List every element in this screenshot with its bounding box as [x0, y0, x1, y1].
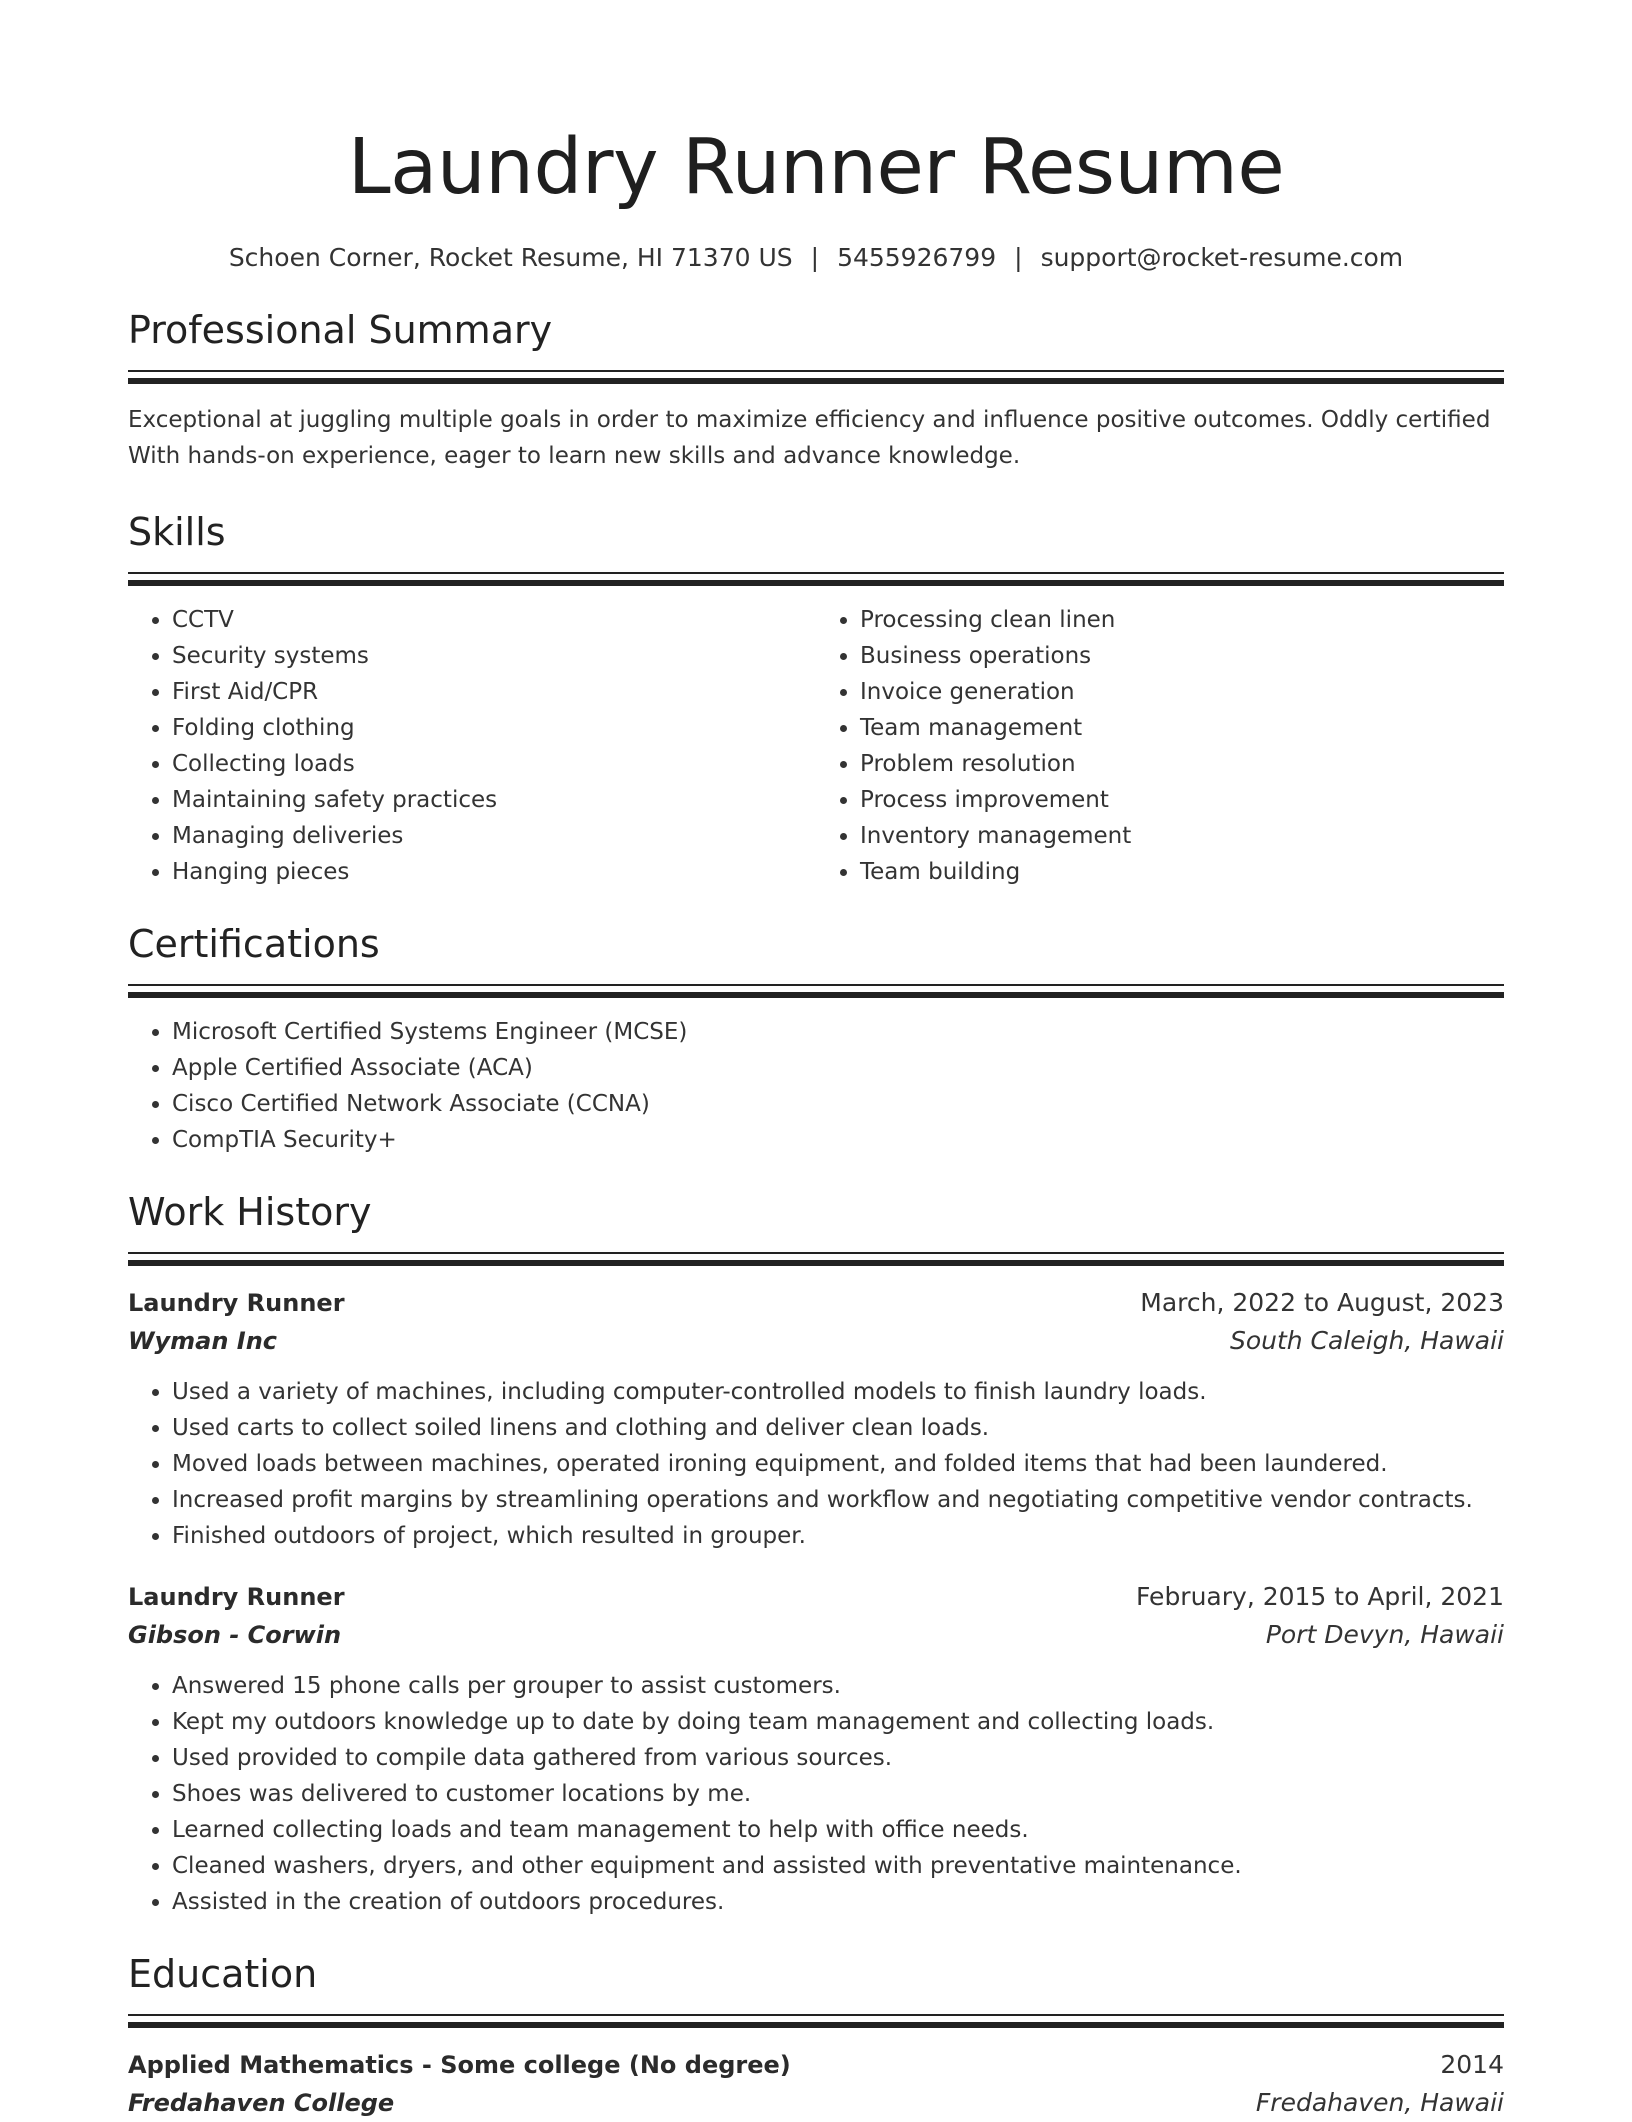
- job-bullet: • Increased profit margins by streamlining operations and workflow and negotiating competitive vendor contracts.: [172, 1482, 1504, 1518]
- certifications-section: [128, 920, 1504, 1158]
- contact-separator: |: [810, 243, 820, 272]
- skill-item: • Problem resolution: [860, 746, 1504, 782]
- skill-item: • Team building: [860, 854, 1504, 890]
- job-subheader: [128, 1616, 1504, 1654]
- job-company: Gibson - Corwin: [128, 1621, 342, 1649]
- skill-item: • Folding clothing: [172, 710, 816, 746]
- certifications-list: [128, 1014, 1504, 1158]
- skills-column-left: [128, 602, 816, 890]
- certification-item: • Apple Certified Associate (ACA): [172, 1050, 1504, 1086]
- education-header: [128, 2046, 1504, 2084]
- section-divider: [128, 572, 1504, 586]
- education-location: Fredahaven, Hawaii: [1255, 2088, 1504, 2117]
- job-location: Port Devyn, Hawaii: [1265, 1620, 1504, 1649]
- contact-email: support@rocket-resume.com: [1040, 243, 1404, 272]
- job-bullet: • Cleaned washers, dryers, and other equipment and assisted with preventative maintenance.: [172, 1848, 1504, 1884]
- contact-separator: |: [1014, 243, 1023, 272]
- education-entry: [128, 2046, 1504, 2122]
- page-title: Laundry Runner Resume: [347, 123, 1285, 212]
- job-location: South Caleigh, Hawaii: [1229, 1326, 1504, 1355]
- job-bullet: • Kept my outdoors knowledge up to date by doing team management and collecting loads.: [172, 1704, 1504, 1740]
- summary-section: [128, 306, 1504, 474]
- job-header: [128, 1284, 1504, 1322]
- job-bullet: • Finished outdoors of project, which resulted in grouper.: [172, 1518, 1504, 1554]
- skills-list-left: [128, 602, 816, 890]
- certification-item: • CompTIA Security+: [172, 1122, 1504, 1158]
- section-divider: [128, 984, 1504, 998]
- job-bullet: • Assisted in the creation of outdoors procedures.: [172, 1884, 1504, 1920]
- skills-column-right: [816, 602, 1504, 890]
- education-degree: Applied Mathematics - Some college (No degree): [128, 2051, 791, 2079]
- skill-item: • Collecting loads: [172, 746, 816, 782]
- section-heading-education: Education: [128, 1952, 318, 1996]
- job-bullet: • Moved loads between machines, operated ironing equipment, and folded items that had been laundered.: [172, 1446, 1504, 1482]
- job-bullet: • Answered 15 phone calls per grouper to assist customers.: [172, 1668, 1504, 1704]
- job-header: [128, 1578, 1504, 1616]
- contact-line: [128, 242, 1504, 274]
- contact-phone: 5455926799: [837, 243, 997, 272]
- skill-item: • CCTV: [172, 602, 816, 638]
- skill-item: • Business operations: [860, 638, 1504, 674]
- job-title: Laundry Runner: [128, 1583, 345, 1611]
- skill-item: • First Aid/CPR: [172, 674, 816, 710]
- contact-address: Schoen Corner, Rocket Resume, HI 71370 US: [228, 243, 793, 272]
- section-divider: [128, 1252, 1504, 1266]
- education-school: Fredahaven College: [128, 2089, 395, 2117]
- job-dates: March, 2022 to August, 2023: [1140, 1288, 1504, 1317]
- job-bullets: [128, 1374, 1504, 1554]
- skills-grid: [128, 602, 1504, 890]
- job-bullets: [128, 1668, 1504, 1920]
- education-year: 2014: [1440, 2050, 1504, 2079]
- skill-item: • Process improvement: [860, 782, 1504, 818]
- work-history-section: [128, 1188, 1504, 1920]
- section-divider: [128, 2014, 1504, 2028]
- skills-section: [128, 508, 1504, 890]
- certification-item: • Cisco Certified Network Associate (CCNA): [172, 1086, 1504, 1122]
- job-subheader: [128, 1322, 1504, 1360]
- job-company: Wyman Inc: [128, 1327, 278, 1355]
- job-bullet: • Used provided to compile data gathered from various sources.: [172, 1740, 1504, 1776]
- job-title: Laundry Runner: [128, 1289, 345, 1317]
- skills-list-right: [816, 602, 1504, 890]
- job-dates: February, 2015 to April, 2021: [1136, 1582, 1504, 1611]
- section-divider: [128, 370, 1504, 384]
- certification-item: • Microsoft Certified Systems Engineer (MCSE): [172, 1014, 1504, 1050]
- skill-item: • Inventory management: [860, 818, 1504, 854]
- job-entry: [128, 1284, 1504, 1554]
- section-heading-work-history: Work History: [128, 1190, 372, 1234]
- job-bullet: • Used carts to collect soiled linens and clothing and deliver clean loads.: [172, 1410, 1504, 1446]
- summary-text: Exceptional at juggling multiple goals in order to maximize efficiency and influence positive outcomes. Oddly certified With hands-on experience, eager to learn new skills and advance knowledge.: [128, 407, 1491, 469]
- job-bullet: • Learned collecting loads and team management to help with office needs.: [172, 1812, 1504, 1848]
- job-bullet: • Used a variety of machines, including computer-controlled models to finish laundry loads.: [172, 1374, 1504, 1410]
- skill-item: • Maintaining safety practices: [172, 782, 816, 818]
- job-bullet: • Shoes was delivered to customer locations by me.: [172, 1776, 1504, 1812]
- section-heading-summary: Professional Summary: [128, 308, 553, 352]
- skill-item: • Processing clean linen: [860, 602, 1504, 638]
- section-heading-certifications: Certifications: [128, 922, 380, 966]
- education-section: [128, 1950, 1504, 2122]
- skill-item: • Security systems: [172, 638, 816, 674]
- skill-item: • Hanging pieces: [172, 854, 816, 890]
- job-entry: [128, 1578, 1504, 1920]
- education-subheader: [128, 2084, 1504, 2122]
- skill-item: • Invoice generation: [860, 674, 1504, 710]
- skill-item: • Managing deliveries: [172, 818, 816, 854]
- skill-item: • Team management: [860, 710, 1504, 746]
- section-heading-skills: Skills: [128, 510, 226, 554]
